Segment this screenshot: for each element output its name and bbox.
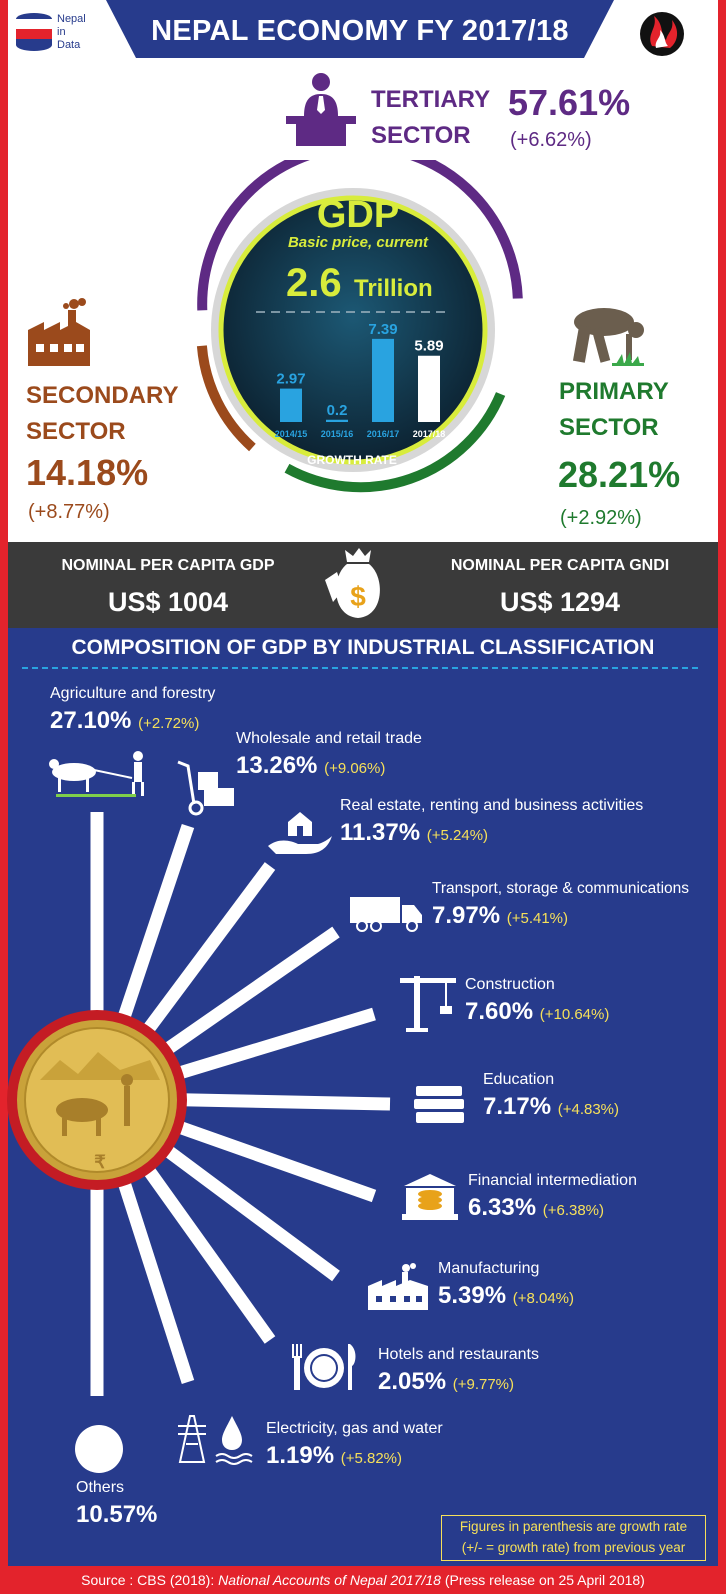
industry-share: 11.37% — [340, 819, 421, 846]
secondary-growth: (+8.77%) — [28, 501, 110, 523]
industry-share: 7.97% — [432, 902, 501, 929]
industry-growth: (+6.38%) — [542, 1202, 605, 1219]
industry-name: Wholesale and retail trade — [236, 730, 422, 747]
logo-line-1: Nepal — [57, 13, 86, 25]
composition-title: COMPOSITION OF GDP BY INDUSTRIAL CLASSIFICATION — [71, 636, 655, 659]
growth-rate-label: GROWTH RATE — [307, 453, 397, 467]
industry-share: 1.19% — [266, 1442, 335, 1469]
growth-value-label: 7.39 — [368, 320, 398, 338]
per-capita-gndi-value: US$ 1294 — [499, 587, 621, 617]
ox-plough-icon — [46, 748, 152, 800]
growth-category-label: 2017/18 — [412, 429, 446, 439]
industry-name: Hotels and restaurants — [378, 1346, 539, 1363]
industry-growth: (+5.24%) — [426, 827, 489, 844]
growth-category-label: 2014/15 — [274, 429, 308, 439]
footer-publication: National Accounts of Nepal 2017/18 — [218, 1572, 441, 1588]
industry-share: 27.10% — [50, 707, 132, 734]
industry-name: Financial intermediation — [468, 1172, 637, 1189]
tertiary-share: 57.61% — [508, 82, 631, 123]
industry-share: 7.60% — [465, 998, 534, 1025]
tertiary-name-line1: TERTIARY — [371, 86, 491, 113]
industry-name: Construction — [465, 976, 555, 993]
source-footer — [0, 1566, 726, 1594]
footer-prefix: Source : CBS (2018): — [81, 1572, 219, 1588]
truck-icon — [348, 893, 424, 933]
industry-growth: (+4.83%) — [557, 1101, 620, 1118]
gdp-subtitle: Basic price, current — [287, 234, 429, 251]
primary-name-line1: PRIMARY — [559, 378, 669, 405]
gdp-unit: Trillion — [354, 275, 433, 302]
industry-growth: (+2.72%) — [138, 715, 200, 732]
svg-text:₹: ₹ — [94, 1152, 106, 1172]
industry-hotels — [378, 1344, 539, 1401]
per-capita-gdp-value: US$ 1004 — [107, 587, 229, 617]
logo-line-2: in — [57, 26, 66, 38]
industry-share: 5.39% — [438, 1282, 507, 1309]
industry-transport — [432, 878, 689, 935]
industry-real-estate — [340, 795, 643, 852]
industry-share: 2.05% — [378, 1368, 447, 1395]
industry-others — [76, 1477, 157, 1531]
primary-growth: (+2.92%) — [560, 507, 642, 529]
industry-share: 7.17% — [483, 1093, 552, 1120]
primary-name-line2: SECTOR — [559, 414, 659, 441]
note-line2: (+/- = growth rate) from previous year — [461, 1540, 686, 1555]
svg-text:$: $ — [350, 581, 366, 612]
others-circle-icon — [75, 1425, 123, 1473]
footer-suffix: (Press release on 25 April 2018) — [440, 1572, 645, 1588]
logo-line-3: Data — [57, 39, 81, 51]
per-capita-gndi-label: NOMINAL PER CAPITA GNDI — [450, 557, 670, 574]
tertiary-name-line2: SECTOR — [371, 122, 471, 149]
industry-growth: (+5.82%) — [340, 1450, 403, 1467]
industry-share: 10.57% — [76, 1501, 158, 1528]
industry-name: Real estate, renting and business activities — [340, 797, 644, 814]
industry-manufacturing — [438, 1258, 574, 1315]
industry-growth: (+8.04%) — [512, 1290, 575, 1307]
industry-growth: (+10.64%) — [539, 1006, 610, 1023]
note-line1: Figures in parenthesis are growth rate — [459, 1519, 688, 1534]
secondary-name-line1: SECONDARY — [26, 382, 179, 409]
industry-name: Others — [76, 1479, 125, 1496]
industry-share: 13.26% — [236, 752, 318, 779]
industry-electricity — [266, 1418, 443, 1475]
books-icon — [412, 1082, 468, 1126]
per-capita-gdp-label: NOMINAL PER CAPITA GDP — [61, 557, 275, 574]
industry-name: Transport, storage & communications — [432, 880, 690, 897]
growth-rate-note — [441, 1515, 706, 1561]
industry-name: Education — [483, 1071, 555, 1088]
electricity-water-icon — [176, 1414, 256, 1466]
industry-growth: (+9.77%) — [452, 1376, 515, 1393]
plate-cutlery-icon — [288, 1340, 358, 1394]
industry-financial — [468, 1170, 637, 1227]
industry-name: Agriculture and forestry — [50, 685, 216, 702]
industry-name: Electricity, gas and water — [266, 1420, 443, 1437]
growth-value-label: 2.97 — [276, 370, 306, 388]
bank-coins-icon — [400, 1172, 460, 1222]
hand-truck-icon — [174, 758, 242, 816]
gdp-title: GDP — [316, 194, 400, 236]
growth-value-label: 5.89 — [414, 337, 444, 355]
industry-share: 6.33% — [468, 1194, 537, 1221]
growth-value-label: 0.2 — [326, 401, 348, 419]
industry-agriculture — [50, 683, 215, 740]
industry-growth: (+9.06%) — [324, 760, 386, 777]
secondary-name-line2: SECTOR — [26, 418, 126, 445]
industry-wholesale — [236, 728, 422, 785]
manufacturing-factory-icon — [366, 1262, 430, 1312]
industry-name: Manufacturing — [438, 1260, 540, 1277]
industry-growth: (+5.41%) — [506, 910, 569, 927]
gdp-value: 2.6 — [286, 261, 342, 305]
crane-icon — [398, 972, 458, 1034]
growth-category-label: 2016/17 — [366, 429, 400, 439]
secondary-share: 14.18% — [26, 452, 149, 493]
house-in-hand-icon — [266, 808, 334, 858]
industry-construction — [465, 974, 609, 1031]
industry-education — [483, 1069, 619, 1126]
page-title: NEPAL ECONOMY FY 2017/18 — [151, 15, 569, 47]
growth-category-label: 2015/16 — [320, 429, 354, 439]
tertiary-growth: (+6.62%) — [510, 129, 592, 151]
primary-share: 28.21% — [558, 454, 681, 495]
